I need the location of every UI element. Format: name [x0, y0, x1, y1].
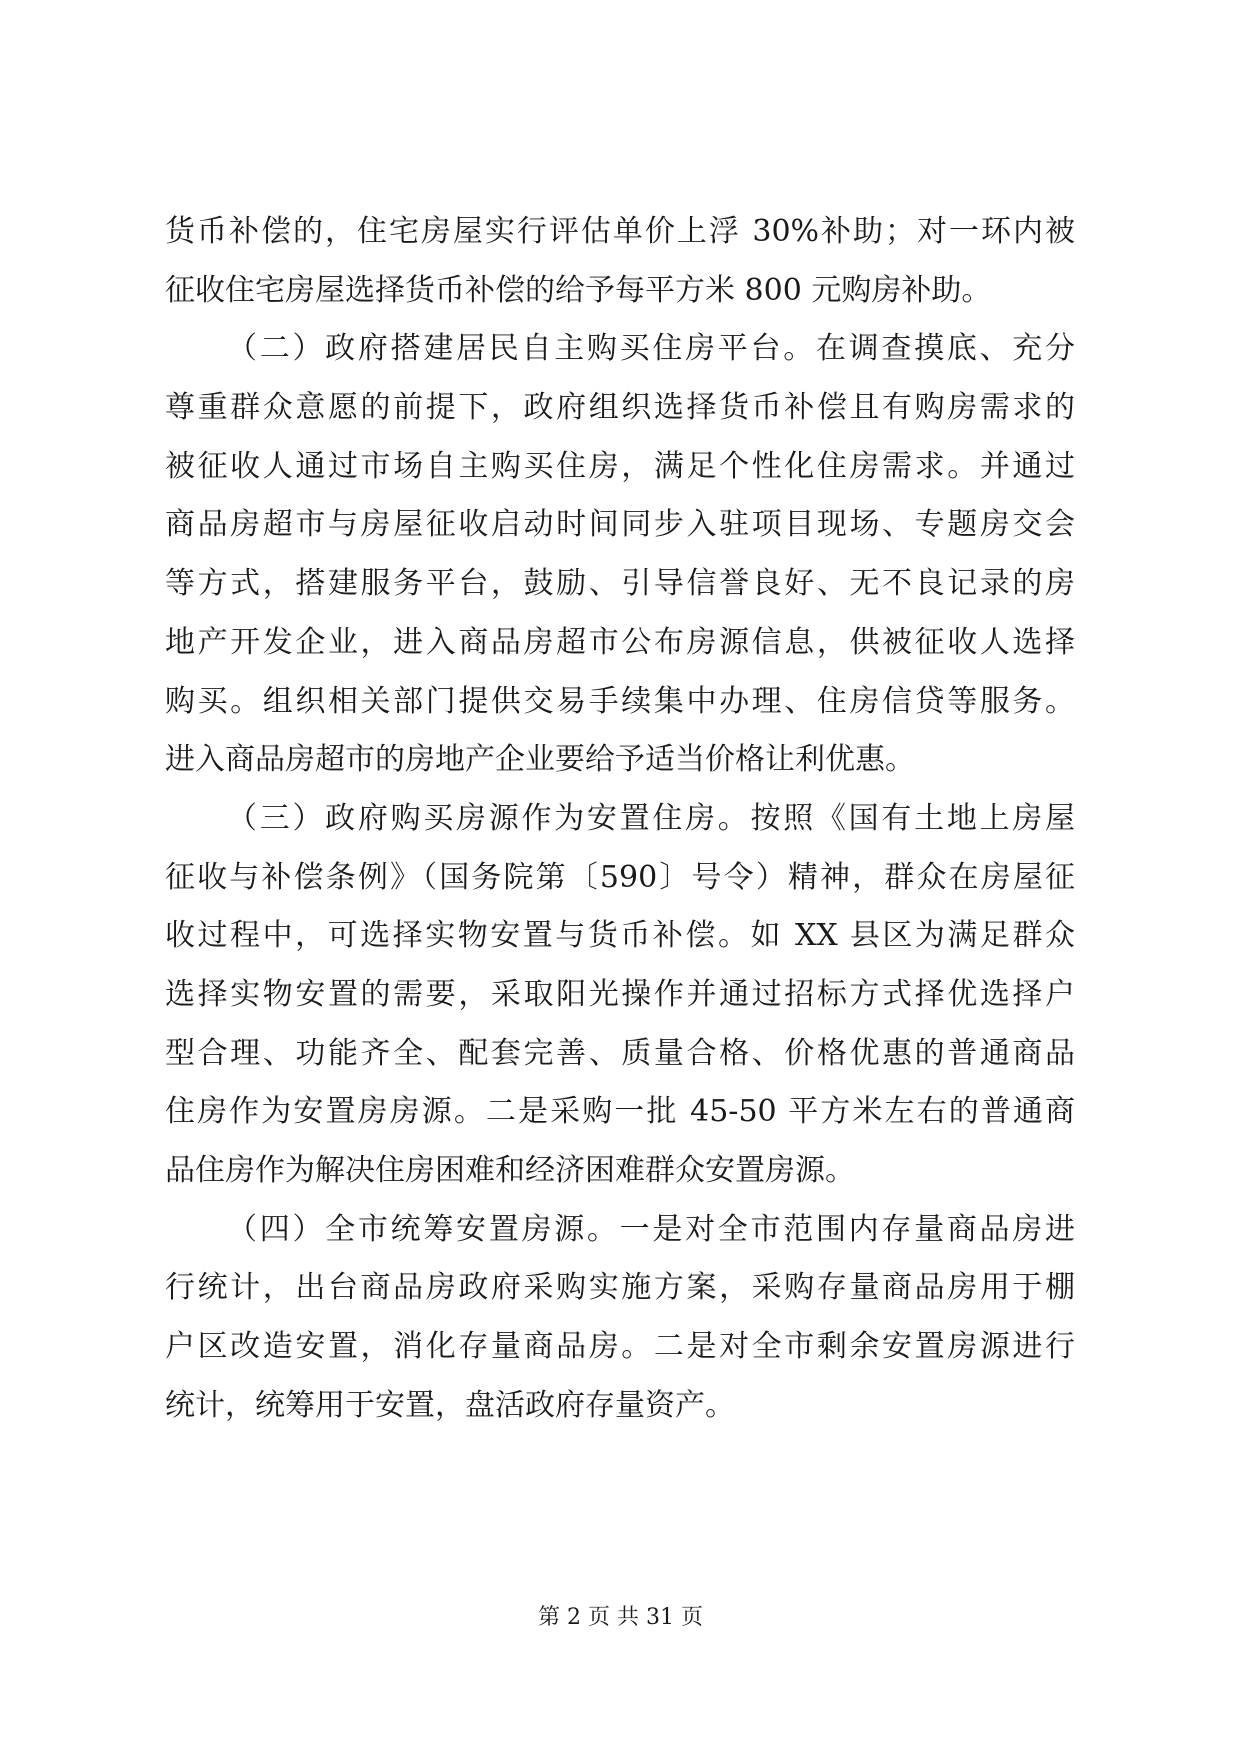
text-line: 品住房作为解决住房困难和经济困难群众安置房源。: [165, 1153, 855, 1188]
text-line: 商品房超市与房屋征收启动时间同步入驻项目现场、专题房交会: [165, 507, 1075, 543]
text-line: 征收住宅房屋选择货币补偿的给予每平方米 800 元购房补助。: [165, 272, 992, 308]
text-line: 被征收人通过市场自主购买住房，满足个性化住房需求。并通过: [165, 448, 1075, 484]
text-line: 选择实物安置的需要，采取阳光操作并通过招标方式择优选择户: [165, 976, 1075, 1012]
page-footer: 第 2 页 共 31 页: [538, 1605, 703, 1630]
body-text: [165, 203, 1075, 1435]
text-line: 进入商品房超市的房地产企业要给予适当价格让利优惠。: [165, 742, 915, 778]
text-line: 购买。组织相关部门提供交易手续集中办理、住房信贷等服务。: [165, 683, 1075, 719]
text-line: 地产开发企业，进入商品房超市公布房源信息，供被征收人选择: [165, 624, 1075, 660]
text-line: 住房作为安置房房源。二是采购一批 45-50 平方米左右的普通商: [165, 1094, 1075, 1130]
text-line: 行统计，出台商品房政府采购实施方案，采购存量商品房用于棚: [165, 1270, 1075, 1306]
text-line: （三）政府购买房源作为安置住房。按照《国有土地上房屋: [227, 800, 1075, 836]
text-line: 收过程中，可选择实物安置与货币补偿。如 XX 县区为满足群众: [165, 918, 1075, 954]
text-line: （四）全市统筹安置房源。一是对全市范围内存量商品房进: [227, 1211, 1075, 1247]
text-line: 户区改造安置，消化存量商品房。二是对全市剩余安置房源进行: [165, 1329, 1075, 1365]
text-line: （二）政府搭建居民自主购买住房平台。在调查摸底、充分: [227, 331, 1075, 367]
text-line: 等方式，搭建服务平台，鼓励、引导信誉良好、无不良记录的房: [165, 566, 1075, 602]
text-line: 尊重群众意愿的前提下，政府组织选择货币补偿且有购房需求的: [165, 390, 1075, 426]
text-line: 型合理、功能齐全、配套完善、质量合格、价格优惠的普通商品: [165, 1035, 1075, 1071]
text-line: 统计，统筹用于安置，盘活政府存量资产。: [165, 1387, 735, 1423]
text-line: 货币补偿的，住宅房屋实行评估单价上浮 30%补助；对一环内被: [165, 214, 1075, 249]
text-line: 征收与补偿条例》（国务院第〔590〕号令）精神，群众在房屋征: [165, 859, 1075, 895]
